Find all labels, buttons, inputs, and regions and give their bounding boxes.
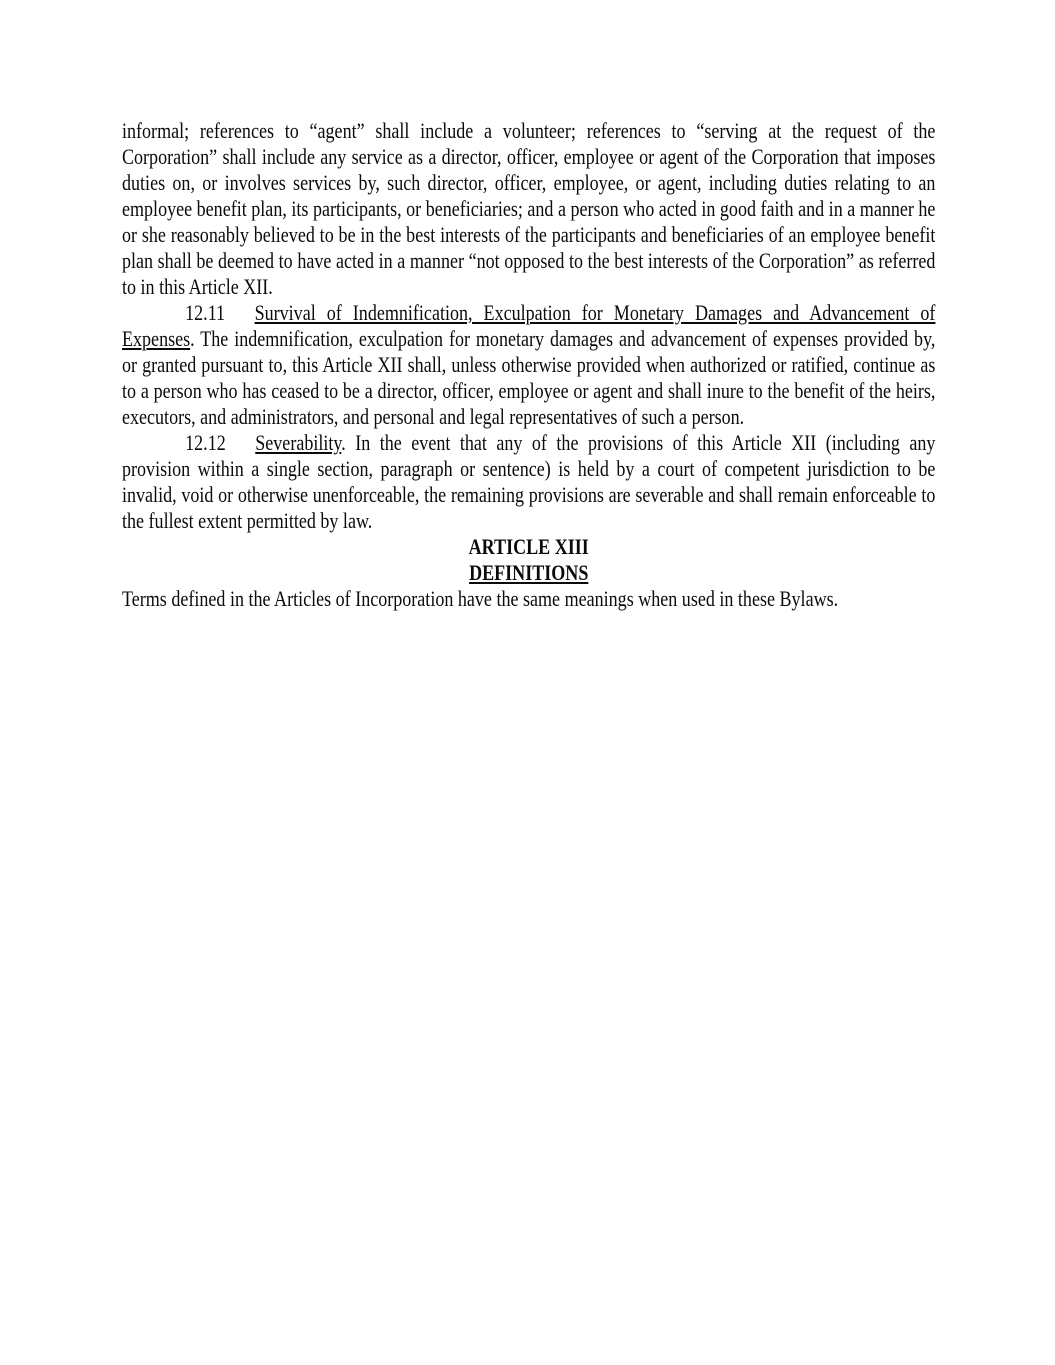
text-run: Terms defined in the Articles of Incorporation have the same meanings when used in these Bylaws.	[122, 586, 839, 611]
text-run: Severability	[255, 430, 342, 455]
text-run: . The indemnification, exculpation for monetary damages and advancement of expenses provided by, or granted pursuant to, this Article XII shall, unless otherwise provided when authorized or ratified, continue as to a person who has ceased to be a director, officer, employee or agent and shall inure to the benefit of the heirs, executors, and administrators, and personal and legal representatives of such a person.	[122, 326, 936, 429]
text-run: DEFINITIONS	[469, 560, 589, 585]
continuation-paragraph	[122, 118, 935, 300]
section-number: 12.12	[185, 430, 226, 455]
definitions-heading	[122, 560, 935, 586]
text-run: Survival of Indemnification, Exculpation for Monetary Damages and Advancement of Expenses	[122, 300, 936, 351]
section-12-12	[122, 430, 935, 534]
definitions-text	[122, 586, 935, 612]
article-xiii-heading	[122, 534, 935, 560]
document-body	[122, 118, 935, 612]
text-run: ARTICLE XIII	[468, 534, 589, 559]
text-run: informal; references to “agent” shall include a volunteer; references to “serving at the request of the Corporation” shall include any service as a director, officer, employee or agent of the Corporation that imposes duties on, or involves services by, such director, officer, employee, or agent, including duties relating to an employee benefit plan, its participants, or beneficiaries; and a person who acted in good faith and in a manner he or she reasonably believed to be in the best interests of the participants and beneficiaries of an employee benefit plan shall be deemed to have acted in a manner “not opposed to the best interests of the Corporation” as referred to in this Article XII.	[122, 118, 936, 299]
text-run: . In the event that any of the provisions of this Article XII (including any provision within a single section, paragraph or sentence) is held by a court of competent jurisdiction to be invalid, void or otherwise unenforceable, the remaining provisions are severable and shall remain enforceable to the fullest extent permitted by law.	[122, 430, 936, 533]
section-12-11	[122, 300, 935, 430]
section-number: 12.11	[185, 300, 226, 325]
